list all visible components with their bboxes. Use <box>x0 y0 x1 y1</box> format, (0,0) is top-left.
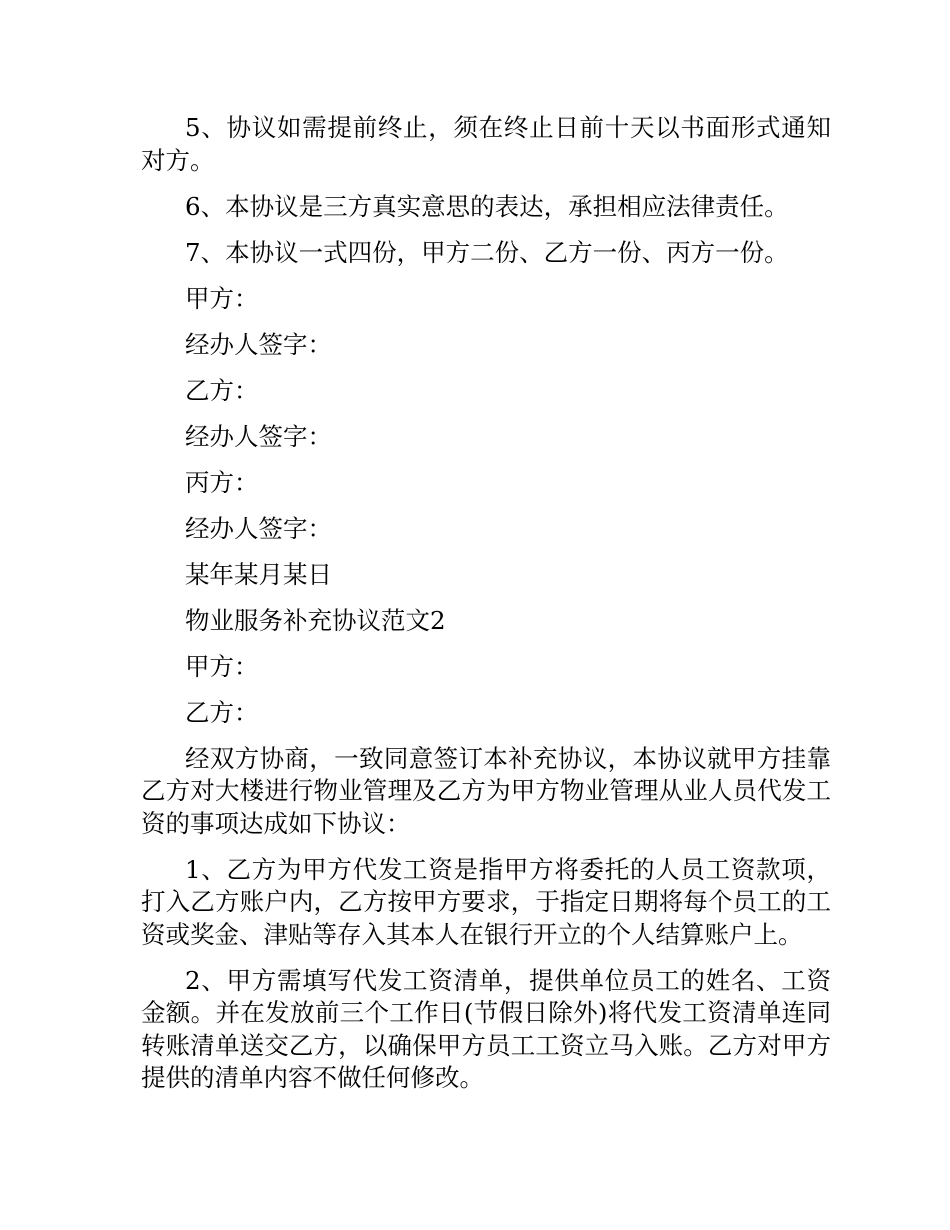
clause-6-legal-responsibility: 6、本协议是三方真实意思的表达，承担相应法律责任。 <box>185 191 789 221</box>
clause-1-payroll-definition: 1、乙方为甲方代发工资是指甲方将委托的人员工资款项，打入乙方账户内，乙方按甲方要求，于指定日期将每个员工的工资或奖金、津贴等存入其本人在银行开立的个人结算账户上。 <box>141 854 831 949</box>
clause-2-payroll-list: 2、甲方需填写代发工资清单，提供单位员工的姓名、工资金额。并在发放前三个工作日(节假日除外)将代发工资清单连同转账清单送交乙方，以确保甲方员工工资立马入账。乙方对甲方提供的清单内容不做任何修改。 <box>141 965 831 1092</box>
party-b-label: 乙方： <box>185 375 259 405</box>
party-a-signatory-label: 经办人签字： <box>185 329 332 359</box>
signing-date: 某年某月某日 <box>185 559 332 589</box>
party-a-label-2: 甲方： <box>185 651 259 681</box>
party-a-label: 甲方： <box>185 283 259 313</box>
document-body <box>141 112 831 1108</box>
party-b-signatory-label: 经办人签字： <box>185 421 332 451</box>
clause-7-copies: 7、本协议一式四份，甲方二份、乙方一份、丙方一份。 <box>185 237 789 267</box>
section-title: 物业服务补充协议范文2 <box>185 605 446 635</box>
party-b-label-2: 乙方： <box>185 697 259 727</box>
party-c-signatory-label: 经办人签字： <box>185 513 332 543</box>
clause-5-early-termination: 5、协议如需提前终止，须在终止日前十天以书面形式通知对方。 <box>141 113 831 175</box>
party-c-label: 丙方： <box>185 467 259 497</box>
preamble-paragraph: 经双方协商，一致同意签订本补充协议，本协议就甲方挂靠乙方对大楼进行物业管理及乙方为甲方物业管理从业人员代发工资的事项达成如下协议： <box>141 743 831 838</box>
